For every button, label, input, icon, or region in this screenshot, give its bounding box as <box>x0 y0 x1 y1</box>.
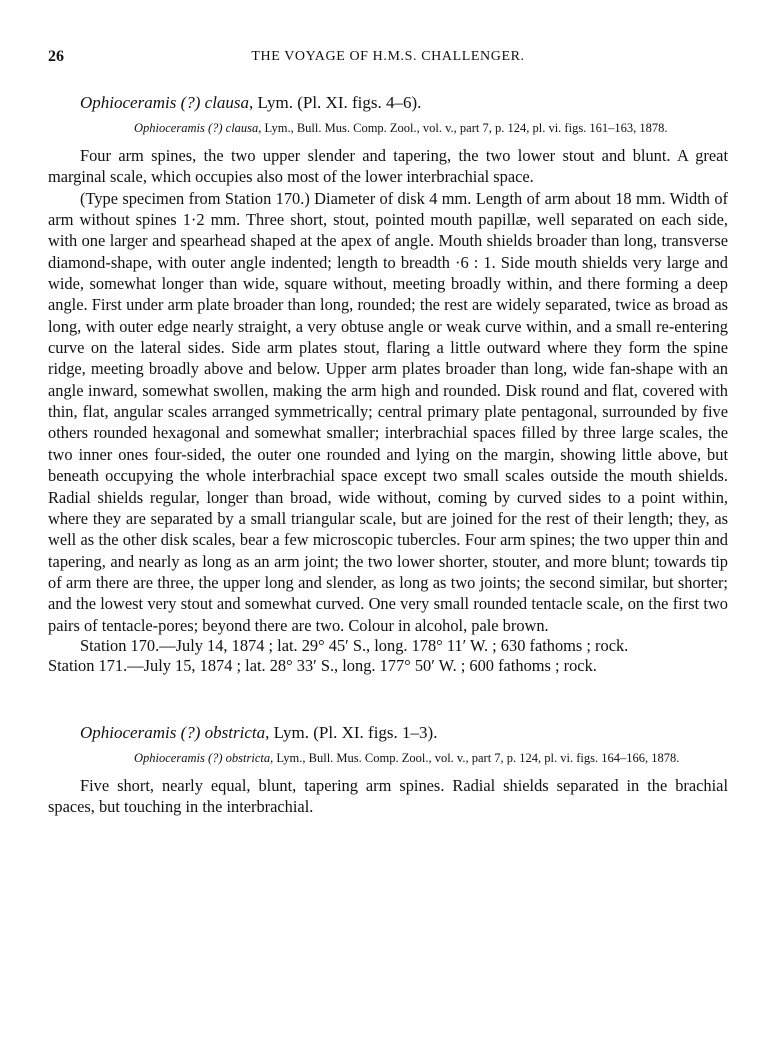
citation-taxon: Ophioceramis (?) obstricta <box>134 750 271 765</box>
page-number: 26 <box>48 48 64 65</box>
species-heading-taxon: Ophioceramis (?) obstricta <box>80 722 266 742</box>
citation-rest: , Lym., Bull. Mus. Comp. Zool., vol. v., part 7, p. 124, pl. vi. figs. 161–163, 1878. <box>258 121 668 135</box>
diagnosis-paragraph: Four arm spines, the two upper slender and tapering, the two lower stout and blunt. A great marginal scale, which occupies also most of the lower interbrachial space. <box>48 146 728 187</box>
station-record: Station 171.—July 15, 1874 ; lat. 28° 33′ S., long. 177° 50′ W. ; 600 fathoms ; rock. <box>48 655 597 675</box>
species-heading <box>80 722 728 744</box>
citation-rest: , Lym., Bull. Mus. Comp. Zool., vol. v., part 7, p. 124, pl. vi. figs. 164–166, 1878. <box>270 750 680 765</box>
synonymy-citation <box>110 120 728 137</box>
species-heading-rest: , Lym. (Pl. XI. figs. 4–6). <box>249 93 422 112</box>
diagnosis-paragraph: Five short, nearly equal, blunt, tapering arm spines. Radial shields separated in the brachial spaces, but touching in the interbrachial. <box>48 775 728 817</box>
species-heading-taxon: Ophioceramis (?) clausa <box>80 93 250 112</box>
species-entry-obstricta <box>48 722 728 818</box>
running-head <box>48 44 728 70</box>
species-heading-rest: , Lym. (Pl. XI. figs. 1–3). <box>265 722 438 742</box>
description-paragraph: (Type specimen from Station 170.) Diameter of disk 4 mm. Length of arm about 18 mm. Width of arm without spines 1·2 mm. Three short, stout, pointed mouth papillæ, well separated on each side, with one larger and spearhead shaped at the apex of angle. Mouth shields broader than long, transverse diamond-shape, with outer angle indented; length to breadth ·6 : 1. Side mouth shields very large and wide, somewhat longer than wide, square without, meeting broadly within, and there forming a deep angle. First under arm plate broader than long, rounded; the rest are widely separated, twice as broad as long, with outer edge nearly straight, a very obtuse angle or weak curve within, and a small re-entering curve on the lateral sides. Side arm plates stout, flaring a little outward where they form the spine ridge, meeting broadly above and below. Upper arm plates broader than long, wide fan-shape with an angle inward, somewhat swollen, making the arm high and rounded. Disk round and flat, covered with thin, flat, angular scales arranged symmetrically; central primary plate pentagonal, surrounded by five others rounded hexagonal and somewhat smaller; interbrachial spaces filled by three large scales, the two inner ones four-sided, the outer one rounded and lying on the margin, showing little above, but beneath occupying the whole interbrachial space except two small scales outside the mouth shields. Radial shields regular, longer than broad, wide without, coming by curved sides to a point within, where they are separated by a small triangular scale, but are joined for the rest of their length; they, as well as the other disk scales, bear a few microscopic tubercles. Four arm spines; the two upper thin and tapering, and nearly as long as an arm joint; the two lower shorter, stouter, and more blunt; towards tip of arm there are three, the upper long and slender, as long as two joints; the second similar, but shorter; and the lowest very stout and somewhat curved. One very small rounded tentacle scale, on the first two pairs of tentacle-pores; beyond there are two. Colour in alcohol, pale brown. <box>48 188 728 635</box>
synonymy-citation <box>110 750 728 767</box>
species-heading <box>80 92 728 114</box>
station-record: Station 170.—July 14, 1874 ; lat. 29° 45′ S., long. 178° 11′ W. ; 630 fathoms ; rock. <box>80 635 629 655</box>
citation-taxon: Ophioceramis (?) clausa <box>134 121 259 135</box>
page <box>48 44 728 818</box>
species-entry-clausa <box>48 92 728 676</box>
running-title: THE VOYAGE OF H.M.S. CHALLENGER. <box>251 49 525 64</box>
section-gap <box>48 676 728 700</box>
